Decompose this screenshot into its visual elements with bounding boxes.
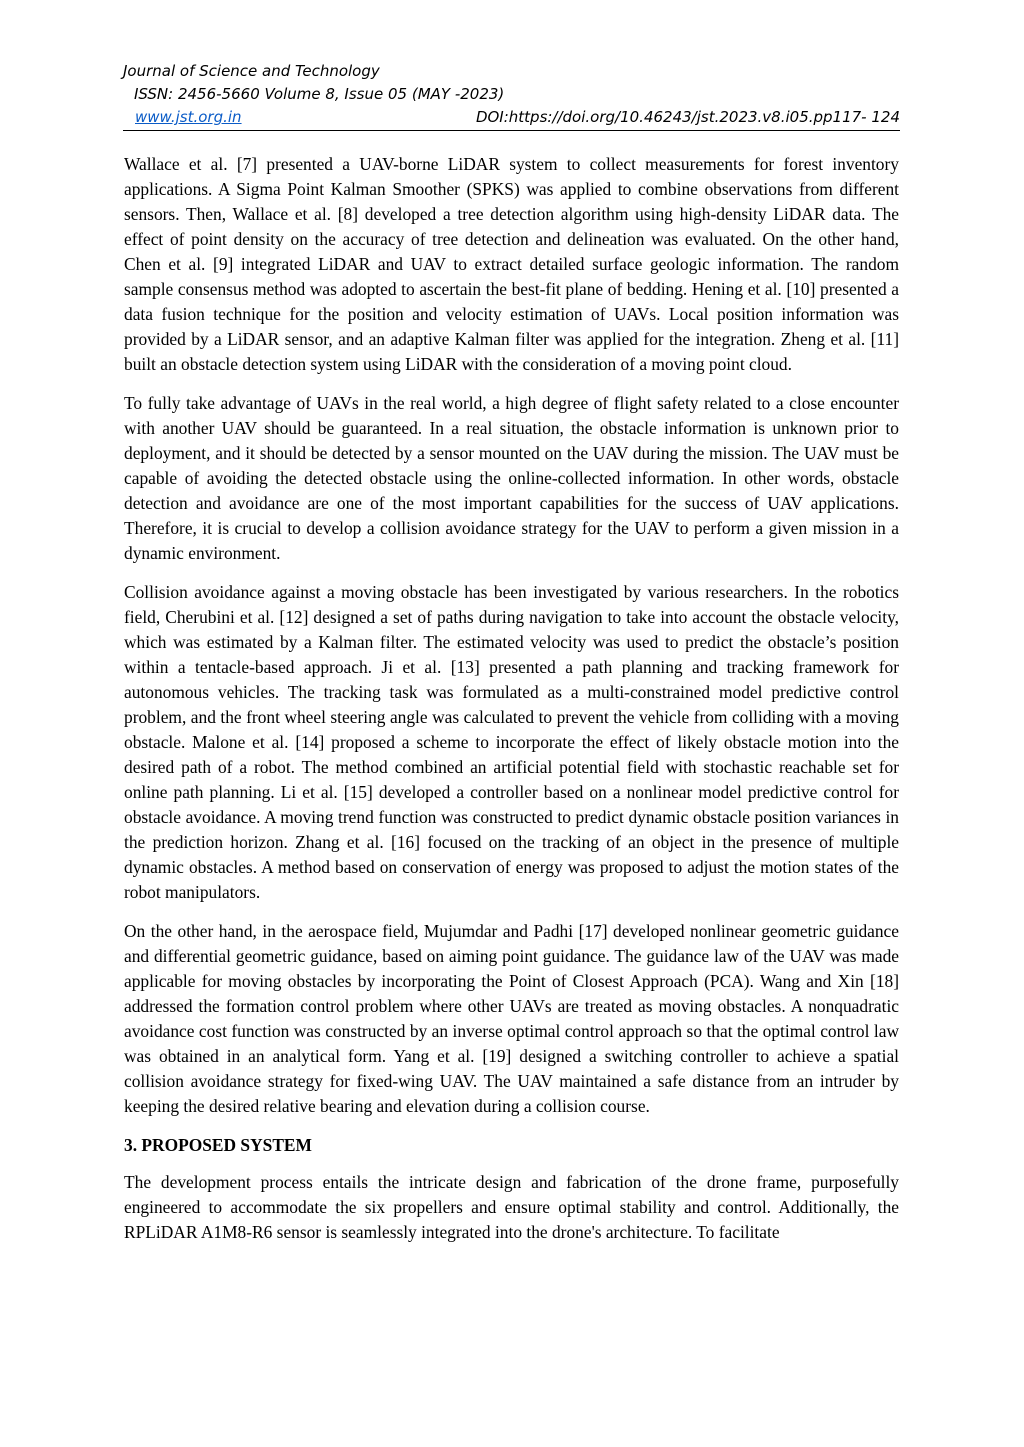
body-paragraph: Collision avoidance against a moving obstacle has been investigated by various researchers. In the robotics field, Cherubini et al. [12] designed a set of paths during navigation to take into account the obstacle velocity, which was estimated by a Kalman filter. The estimated velocity was used to predict the obstacle’s position within a tentacle-based approach. Ji et al. [13] presented a path planning and tracking framework for autonomous vehicles. The tracking task was formulated as a multi-constrained model predictive control problem, and the front wheel steering angle was calculated to prevent the vehicle from colliding with a moving obstacle. Malone et al. [14] proposed a scheme to incorporate the effect of likely obstacle motion into the desired path of a robot. The method combined an artificial potential field with stochastic reachable set for online path planning. Li et al. [15] developed a controller based on a nonlinear model predictive control for obstacle avoidance. A moving trend function was constructed to predict dynamic obstacle position variances in the prediction horizon. Zhang et al. [16] focused on the tracking of an object in the presence of multiple dynamic obstacles. A method based on conservation of energy was proposed to adjust the motion states of the robot manipulators.	[124, 582, 899, 902]
header-link-row	[123, 106, 900, 131]
page-body	[124, 152, 899, 1245]
body-paragraph: Wallace et al. [7] presented a UAV-borne LiDAR system to collect measurements for forest inventory applications. A Sigma Point Kalman Smoother (SPKS) was applied to combine observations from different sensors. Then, Wallace et al. [8] developed a tree detection algorithm using high-density LiDAR data. The effect of point density on the accuracy of tree detection and delineation was evaluated. On the other hand, Chen et al. [9] integrated LiDAR and UAV to extract detailed surface geologic information. The random sample consensus method was adopted to ascertain the best-fit plane of bedding. Hening et al. [10] presented a data fusion technique for the position and velocity estimation of UAVs. Local position information was provided by a LiDAR sensor, and an adaptive Kalman filter was applied for the integration. Zheng et al. [11] built an obstacle detection system using LiDAR with the consideration of a moving point cloud.	[124, 154, 899, 374]
issn-volume-issue: ISSN: 2456-5660 Volume 8, Issue 05 (MAY -2023)	[134, 85, 505, 103]
doi-text: DOI:https://doi.org/10.46243/jst.2023.v8.i05.pp117- 124	[475, 108, 900, 126]
journal-website-link[interactable]: www.jst.org.in	[135, 108, 242, 126]
section-paragraph: The development process entails the intricate design and fabrication of the drone frame, purposefully engineered to accommodate the six propellers and ensure optimal stability and control. Additionally, the RPLiDAR A1M8-R6 sensor is seamlessly integrated into the drone's architecture. To facilitate	[124, 1172, 899, 1242]
body-paragraph: To fully take advantage of UAVs in the real world, a high degree of flight safety related to a close encounter with another UAV should be guaranteed. In a real situation, the obstacle information is unknown prior to deployment, and it should be detected by a sensor mounted on the UAV during the mission. The UAV must be capable of avoiding the detected obstacle using the online-collected information. In other words, obstacle detection and avoidance are one of the most important capabilities for the success of UAV applications. Therefore, it is crucial to develop a collision avoidance strategy for the UAV to perform a given mission in a dynamic environment.	[124, 393, 899, 563]
section-heading: 3. PROPOSED SYSTEM	[124, 1135, 312, 1155]
journal-title: Journal of Science and Technology	[123, 62, 380, 80]
running-header	[123, 60, 900, 131]
body-paragraph: On the other hand, in the aerospace field, Mujumdar and Padhi [17] developed nonlinear geometric guidance and differential geometric guidance, based on aiming point guidance. The guidance law of the UAV was made applicable for moving obstacles by incorporating the Point of Closest Approach (PCA). Wang and Xin [18] addressed the formation control problem where other UAVs are treated as moving obstacles. A nonquadratic avoidance cost function was constructed by an inverse optimal control approach so that the optimal control law was obtained in an analytical form. Yang et al. [19] designed a switching controller to achieve a spatial collision avoidance strategy for fixed-wing UAV. The UAV maintained a safe distance from an intruder by keeping the desired relative bearing and elevation during a collision course.	[124, 921, 899, 1116]
